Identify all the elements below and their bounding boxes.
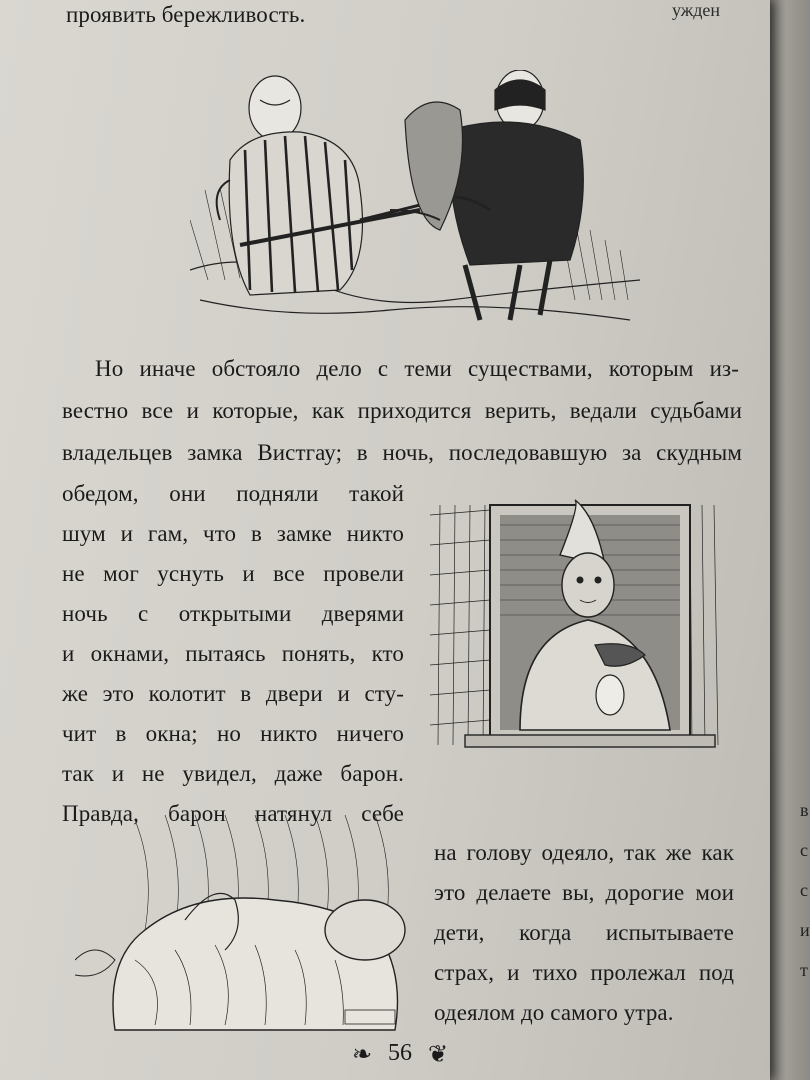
right-column-line: это делаете вы, дорогие мои <box>434 880 734 905</box>
paragraph-line-3: владельцев замка Вистгау; в ночь, последовавшую за скудным <box>62 440 742 465</box>
edge-letter: т <box>800 960 808 980</box>
old-man-in-window-illustration <box>430 495 720 765</box>
right-column-line: страх, и тихо пролежал под <box>434 960 734 985</box>
left-column-line: и окнами, пытаясь понять, кто <box>62 641 404 666</box>
corner-fragment: ужден <box>672 0 720 20</box>
two-men-struggling-illustration <box>190 70 640 330</box>
left-column-line: ночь с открытыми дверями <box>62 601 404 626</box>
adjacent-page-text <box>800 790 810 990</box>
paragraph-line-1: Но иначе обстояло дело с теми существами, которым из- <box>95 356 739 381</box>
page-number: 56 <box>388 1040 412 1066</box>
edge-letter: в <box>800 800 809 820</box>
left-column-line: обедом, они подняли такой <box>62 481 404 506</box>
edge-letter: с <box>800 880 808 900</box>
paragraph-line-2: вестно все и которые, как приходится верить, ведали судьбами <box>62 398 742 423</box>
right-column-line: на голову одеяло, так же как <box>434 840 734 865</box>
top-line: проявить бережливость. <box>66 2 306 27</box>
page-ornament-left-icon: ❧ <box>352 1042 373 1068</box>
left-column-line: же это колотит в двери и сту- <box>62 681 404 706</box>
edge-letter: и <box>800 920 810 940</box>
right-column-line: дети, когда испытываете <box>434 920 734 945</box>
left-column-line: Правда, барон натянул себе <box>62 801 404 826</box>
left-column-line: так и не увидел, даже барон. <box>62 761 404 786</box>
page-ornament-right-icon: ❦ <box>428 1042 449 1068</box>
left-column-line: шум и гам, что в замке никто <box>62 521 404 546</box>
right-column-line: одеялом до самого утра. <box>434 1000 674 1025</box>
man-hiding-under-blanket-illustration <box>75 810 415 1035</box>
edge-letter: с <box>800 840 808 860</box>
left-column-line: не мог уснуть и все провели <box>62 561 404 586</box>
left-column-line: чит в окна; но никто ничего <box>62 721 404 746</box>
